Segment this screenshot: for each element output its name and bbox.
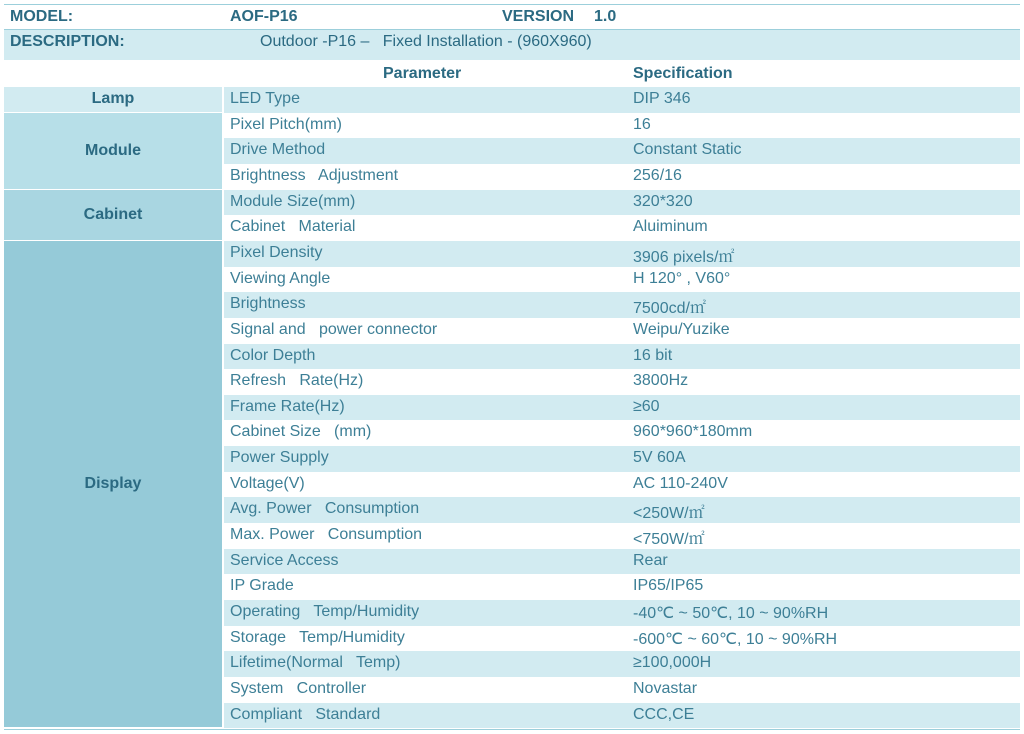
table-row — [224, 549, 1020, 575]
specification-cell: H 120° , V60° — [633, 269, 731, 287]
description-header — [4, 30, 1020, 60]
parameter-cell: Brightness Adjustment — [230, 166, 399, 184]
category-cabinet: Cabinet — [4, 190, 222, 240]
specification-cell: 320*320 — [633, 192, 693, 210]
parameter-cell: IP Grade — [230, 577, 294, 595]
table-row — [224, 87, 1020, 113]
specification-cell: Constant Static — [633, 141, 742, 159]
table-row — [224, 600, 1020, 626]
parameter-cell: Avg. Power Consumption — [230, 500, 420, 518]
version-label: VERSION — [502, 8, 575, 25]
specification-cell: 256/16 — [633, 166, 682, 184]
parameter-cell: Signal and power connector — [230, 320, 438, 338]
parameter-cell: LED Type — [230, 90, 300, 107]
category-display: Display — [4, 241, 222, 727]
specification-cell: ≥100,000H — [633, 654, 712, 672]
parameter-cell: Cabinet Size (mm) — [230, 423, 372, 441]
specification-cell: 5V 60A — [633, 449, 686, 467]
specification-cell: ≥60 — [633, 397, 660, 415]
version-value: 1.0 — [594, 8, 617, 25]
table-row — [224, 138, 1020, 164]
specification-cell: Aluiminum — [633, 218, 708, 236]
category-lamp: Lamp — [4, 87, 222, 112]
parameter-cell: Brightness — [230, 295, 306, 313]
specification-cell: IP65/IP65 — [633, 577, 704, 595]
table-row — [224, 215, 1020, 241]
table-row — [224, 703, 1020, 729]
table-row — [224, 446, 1020, 472]
specification-cell: 960*960*180mm — [633, 423, 753, 441]
specification-cell: 16 bit — [633, 346, 673, 364]
table-row — [224, 369, 1020, 395]
parameter-cell: Frame Rate(Hz) — [230, 397, 345, 415]
description-value: Outdoor -P16 – Fixed Installation - (960X960) — [260, 33, 592, 50]
specification-cell: <750W/㎡ — [633, 531, 705, 549]
parameter-cell: System Controller — [230, 679, 367, 697]
specification-cell: -40℃ ~ 50℃, 10 ~ 90%RH — [633, 605, 829, 622]
parameter-cell: Service Access — [230, 551, 339, 569]
table-row — [224, 472, 1020, 498]
specification-cell: Novastar — [633, 679, 698, 697]
table-row — [224, 344, 1020, 370]
parameter-cell: Power Supply — [230, 449, 329, 467]
specification-cell: CCC,CE — [633, 705, 695, 723]
table-row — [224, 190, 1020, 216]
table-row — [224, 677, 1020, 703]
parameter-cell: Storage Temp/Humidity — [230, 628, 405, 646]
category-module: Module — [4, 113, 222, 189]
specification-cell: -600℃ ~ 60℃, 10 ~ 90%RH — [633, 630, 838, 648]
specification-cell: Rear — [633, 551, 668, 569]
parameter-cell: Operating Temp/Humidity — [230, 603, 420, 620]
parameter-cell: Drive Method — [230, 141, 326, 159]
specification-cell: 3800Hz — [633, 372, 689, 390]
specification-cell: 16 — [633, 115, 651, 133]
table-row — [224, 626, 1020, 652]
table-row — [224, 497, 1020, 523]
parameter-cell: Refresh Rate(Hz) — [230, 372, 364, 390]
model-header — [4, 4, 1020, 30]
table-bottom-rule — [4, 729, 1020, 730]
table-row — [224, 113, 1020, 139]
parameter-cell: Viewing Angle — [230, 269, 331, 287]
parameter-cell: Lifetime(Normal Temp) — [230, 654, 401, 672]
specification-cell: 3906 pixels/㎡ — [633, 248, 735, 266]
parameter-cell: Pixel Density — [230, 243, 323, 261]
table-row — [224, 164, 1020, 190]
column-header-parameter: Parameter — [383, 65, 462, 82]
table-row — [224, 292, 1020, 318]
parameter-cell: Color Depth — [230, 346, 316, 364]
parameter-cell: Module Size(mm) — [230, 192, 356, 210]
table-row — [224, 523, 1020, 549]
table-row — [224, 241, 1020, 267]
model-label: MODEL: — [10, 8, 74, 25]
specification-cell: DIP 346 — [633, 90, 691, 107]
parameter-cell: Voltage(V) — [230, 474, 305, 492]
description-label: DESCRIPTION: — [10, 33, 125, 50]
table-row — [224, 267, 1020, 293]
specification-cell: <250W/㎡ — [633, 505, 705, 523]
specification-cell: 7500cd/㎡ — [633, 300, 706, 318]
parameter-cell: Cabinet Material — [230, 218, 356, 236]
table-row — [224, 420, 1020, 446]
table-row — [224, 574, 1020, 600]
table-row — [224, 395, 1020, 421]
column-header-specification: Specification — [633, 65, 733, 82]
table-row — [224, 318, 1020, 344]
specification-cell: AC 110-240V — [633, 474, 728, 492]
parameter-cell: Compliant Standard — [230, 705, 381, 723]
table-row — [224, 651, 1020, 677]
specification-cell: Weipu/Yuzike — [633, 320, 730, 338]
model-value: AOF-P16 — [230, 8, 298, 25]
parameter-cell: Max. Power Consumption — [230, 526, 423, 544]
parameter-cell: Pixel Pitch(mm) — [230, 115, 343, 133]
